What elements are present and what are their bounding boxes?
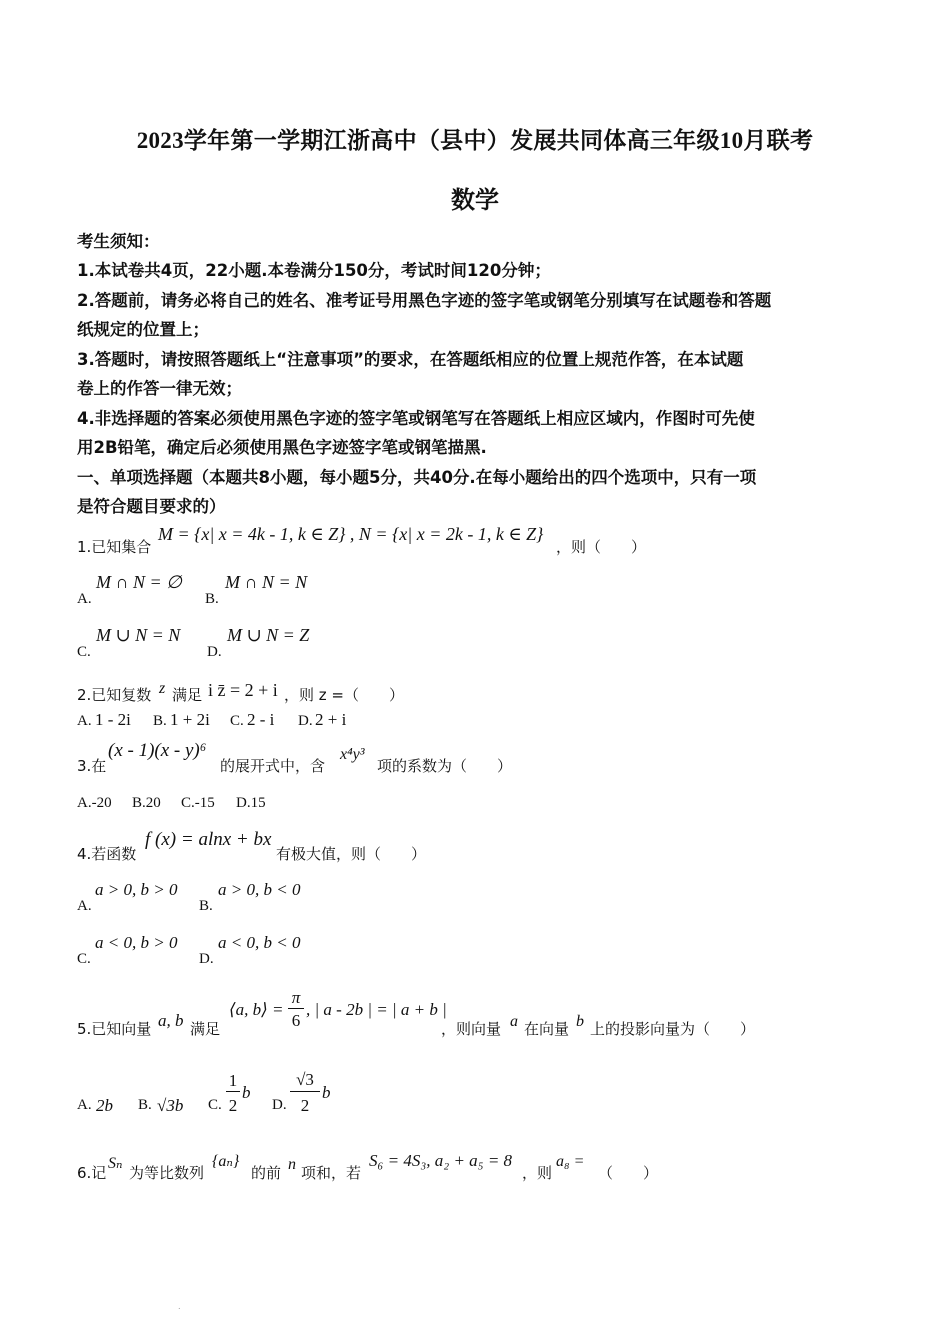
q5-option-c-num: 1 [226, 1071, 240, 1092]
q1-option-d: M ∪ N = Z [227, 625, 310, 645]
section-heading: 一、单项选择题（本题共8小题，每小题5分，共40分.在每小题给出的四个选项中，只有一项 [77, 468, 757, 487]
q6-stem-mid: 为等比数列 [129, 1164, 205, 1182]
q1-option-a-label: A. [77, 591, 92, 607]
q5-option-d-label: D. [272, 1097, 287, 1113]
q5-stem-post3: 上的投影向量为（ ） [590, 1020, 756, 1038]
q5-var-a: a [510, 1013, 518, 1030]
q6-stem-post: ，则 [522, 1164, 553, 1182]
q2-option-c: 2 - i [247, 710, 275, 729]
q5-stem-mid: 满足 [190, 1020, 221, 1038]
section-heading-cont: 是符合题目要求的） [77, 497, 226, 516]
q3-option-c: C.-15 [181, 795, 215, 811]
q6-stem-mid3: 项和，若 [301, 1164, 362, 1182]
q1-formula: M = {x| x = 4k - 1, k ∈ Z} , N = {x| x = 2k - 1, k ∈ Z} [158, 524, 544, 544]
q4-option-d-label: D. [199, 951, 214, 967]
q6-formula: S₆ = 4S₃, a₂ + a₅ = 8 [369, 1151, 513, 1170]
q5-stem-post2: 在向量 [524, 1020, 570, 1038]
q3-formula: (x - 1)(x - y)⁶ [108, 740, 207, 761]
q5-option-c-label: C. [208, 1097, 222, 1113]
q2-option-b: 1 + 2i [170, 710, 210, 729]
notice-item-4-cont: 用2B铅笔，确定后必须使用黑色字迹签字笔或钢笔描黑. [77, 438, 487, 457]
q4-option-d: a < 0, b < 0 [218, 933, 301, 952]
q2-var-z: z [159, 680, 166, 697]
q3-stem-post: 项的系数为（ ） [377, 757, 513, 775]
q5-option-a: 2b [96, 1096, 113, 1115]
q4-stem-post: 有极大值，则（ ） [276, 845, 427, 863]
q1-stem-pre: 1.已知集合 [77, 538, 152, 556]
q3-option-a: A.-20 [77, 795, 112, 811]
q4-option-b-label: B. [199, 898, 213, 914]
q4-formula: f (x) = alnx + bx [145, 829, 272, 850]
q5-option-a-label: A. [77, 1097, 92, 1113]
q3-stem-mid: 的展开式中，含 [220, 757, 326, 775]
q6-a8: a₈ = [556, 1153, 585, 1170]
q1-option-c: M ∪ N = N [96, 625, 181, 645]
q1-stem-post: ，则（ ） [556, 538, 647, 556]
q6-stem-mid2: 的前 [251, 1164, 282, 1182]
q1-option-b-label: B. [205, 591, 219, 607]
q4-option-b: a > 0, b < 0 [218, 880, 301, 899]
notice-item-3-cont: 卷上的作答一律无效； [77, 379, 242, 398]
q3-stem-pre: 3.在 [77, 757, 107, 775]
exam-subject: 数学 [451, 188, 499, 214]
q5-option-b: √3b [157, 1096, 184, 1115]
q1-option-a: M ∩ N = ∅ [96, 572, 182, 592]
notice-heading: 考生须知： [77, 232, 160, 251]
notice-item-2-cont: 纸规定的位置上； [77, 320, 209, 339]
q6-sn: Sₙ [108, 1155, 123, 1172]
q5-option-d-num: √3 [290, 1069, 320, 1092]
exam-title: 2023学年第一学期江浙高中（县中）发展共同体高三年级10月联考 [136, 128, 814, 153]
q5-option-b-label: B. [138, 1097, 152, 1113]
q6-seq: {aₙ} [212, 1153, 240, 1170]
q3-term: x⁴y³ [340, 746, 365, 763]
q5-frac-num: π [288, 988, 304, 1009]
q4-option-c: a < 0, b > 0 [95, 933, 178, 952]
q1-option-b: M ∩ N = N [225, 572, 308, 592]
q5-angle: ⟨a, b⟩ = [229, 1000, 284, 1019]
q2-formula: i z̄ = 2 + i [208, 680, 278, 700]
q5-frac-den: 6 [291, 1011, 301, 1030]
q6-stem-end: （ ） [598, 1164, 659, 1182]
q4-option-a: a > 0, b > 0 [95, 880, 178, 899]
q5-option-d-vec: b [322, 1083, 331, 1102]
q2-option-c-label: C. [230, 713, 244, 729]
q2-option-b-label: B. [153, 713, 167, 729]
q6-stem-pre: 6.记 [77, 1164, 107, 1182]
q2-option-a-label: A. [77, 713, 92, 729]
q4-option-a-label: A. [77, 898, 92, 914]
q2-option-a: 1 - 2i [95, 710, 131, 729]
q3-option-b: B.20 [132, 795, 161, 811]
q4-stem-pre: 4.若函数 [77, 845, 137, 863]
q2-stem-pre: 2.已知复数 [77, 686, 152, 704]
q1-option-c-label: C. [77, 644, 91, 660]
q5-option-c-den: 2 [228, 1096, 238, 1115]
q5-option-d-den: 2 [300, 1096, 310, 1115]
q5-formula-rest: , | a - 2b | = | a + b | [306, 1000, 447, 1019]
notice-item-2: 2.答题前，请务必将自己的姓名、准考证号用黑色字迹的签字笔或钢笔分别填写在试题卷和答题 [77, 291, 772, 310]
q2-option-d: 2 + i [315, 710, 347, 729]
page-speck: . [178, 1302, 181, 1311]
q2-option-d-label: D. [298, 713, 313, 729]
q5-option-c-vec: b [242, 1083, 251, 1102]
q2-stem-mid: 满足 [172, 686, 203, 704]
q5-stem-pre: 5.已知向量 [77, 1020, 152, 1038]
q4-option-c-label: C. [77, 951, 91, 967]
notice-item-4: 4.非选择题的答案必须使用黑色字迹的签字笔或钢笔写在答题纸上相应区域内，作图时可先使 [77, 409, 755, 428]
q5-stem-post: ，则向量 [441, 1020, 502, 1038]
q3-option-d: D.15 [236, 795, 266, 811]
q6-n: n [288, 1156, 296, 1173]
q2-stem-post: ，则 z =（ ） [284, 686, 404, 704]
q1-option-d-label: D. [207, 644, 222, 660]
notice-item-3: 3.答题时，请按照答题纸上“注意事项”的要求，在答题纸相应的位置上规范作答，在本试题 [77, 350, 744, 369]
notice-item-1: 1.本试卷共4页，22小题.本卷满分150分，考试时间120分钟； [77, 261, 551, 280]
q5-vars: a, b [158, 1011, 184, 1030]
q5-var-b: b [576, 1013, 584, 1030]
